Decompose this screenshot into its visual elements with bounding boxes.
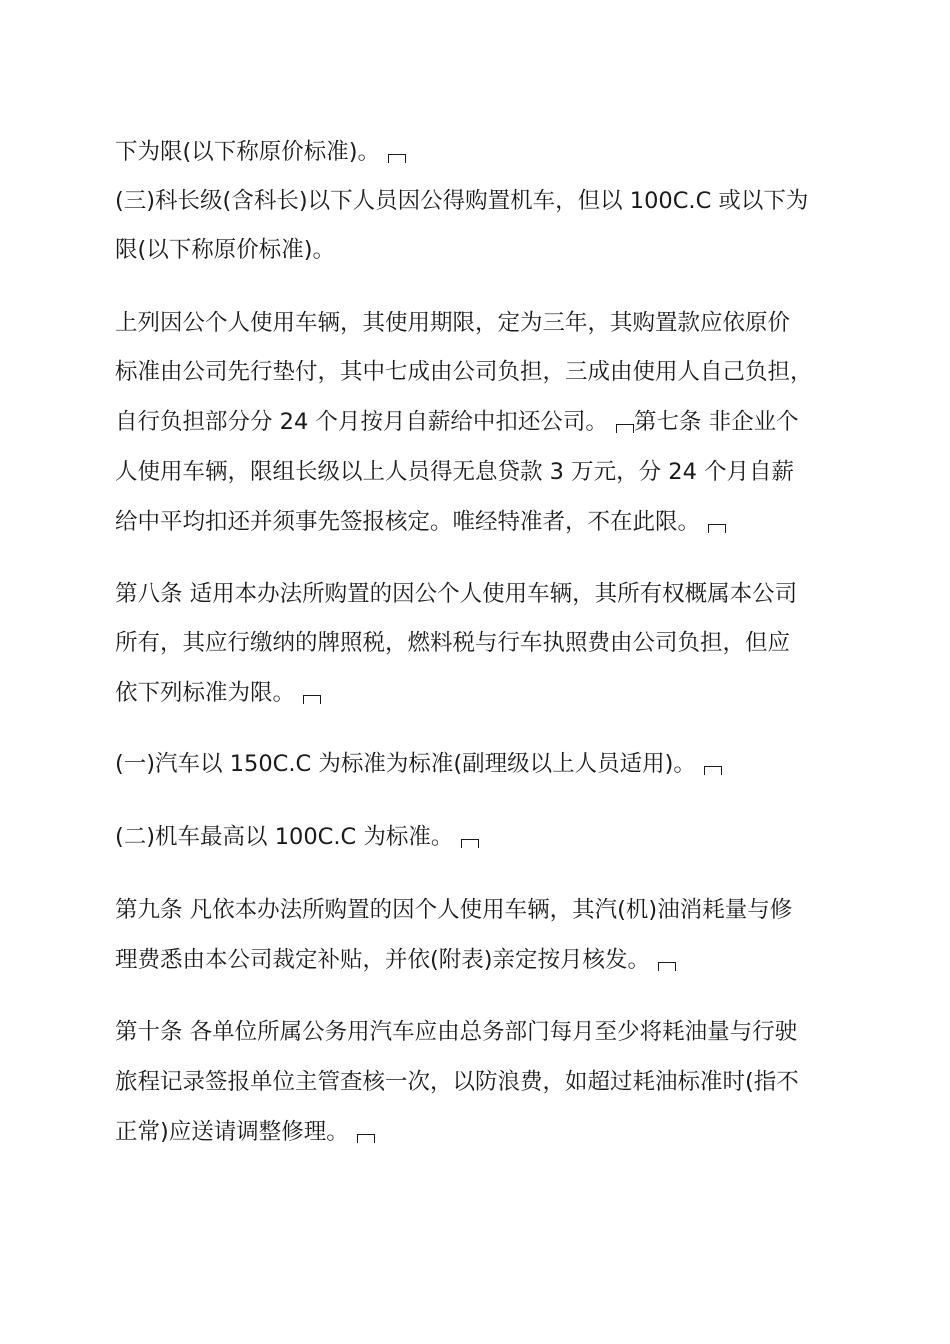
text-line: 下为限(以下称原价标准)。	[115, 137, 406, 167]
text-line: 人使用车辆，限组长级以上人员得无息贷款 3 万元，分 24 个月自薪	[115, 459, 795, 485]
text-line: 第九条 凡依本办法所购置的因个人使用车辆，其汽(机)油消耗量与修	[115, 897, 793, 923]
text-line: 依下列标准为限。	[115, 678, 321, 708]
text-line: (二)机车最高以 100C.C 为标准。	[115, 822, 479, 852]
text-line: 第八条 适用本办法所购置的因公个人使用车辆，其所有权概属本公司	[115, 581, 798, 607]
text-line: 标准由公司先行垫付，其中七成由公司负担，三成由使用人自己负担，	[115, 359, 813, 385]
text-line: 上列因公个人使用车辆，其使用期限，定为三年，其购置款应依原价	[115, 310, 791, 336]
text-line: 自行负担部分分 24 个月按月自薪给中扣还公司。 第七条 非企业个	[115, 409, 799, 435]
text-line: 旅程记录签报单位主管查核一次，以防浪费，如超过耗油标准时(指不	[115, 1069, 799, 1095]
text-line: 正常)应送请调整修理。	[115, 1117, 375, 1147]
text-line: 限(以下称原价标准)。	[115, 237, 336, 263]
paragraph-mark-icon	[708, 524, 726, 533]
paragraph-mark-icon	[357, 1134, 375, 1143]
paragraph-mark-icon	[616, 424, 634, 433]
text-line: (三)科长级(含科长)以下人员因公得购置机车，但以 100C.C 或以下为	[115, 188, 809, 214]
text-line: (一)汽车以 150C.C 为标准为标准(副理级以上人员适用)。	[115, 749, 722, 779]
paragraph-mark-icon	[461, 839, 479, 848]
text-line: 第十条 各单位所属公务用汽车应由总务部门每月至少将耗油量与行驶	[115, 1019, 798, 1045]
text-line: 给中平均扣还并须事先签报核定。唯经特准者，不在此限。	[115, 507, 726, 537]
paragraph-mark-icon	[658, 962, 676, 971]
text-line: 所有，其应行缴纳的牌照税，燃料税与行车执照费由公司负担，但应	[115, 630, 791, 656]
paragraph-mark-icon	[303, 695, 321, 704]
paragraph-mark-icon	[388, 154, 406, 163]
text-line: 理费悉由本公司裁定补贴，并依(附表)亲定按月核发。	[115, 945, 676, 975]
paragraph-mark-icon	[704, 766, 722, 775]
